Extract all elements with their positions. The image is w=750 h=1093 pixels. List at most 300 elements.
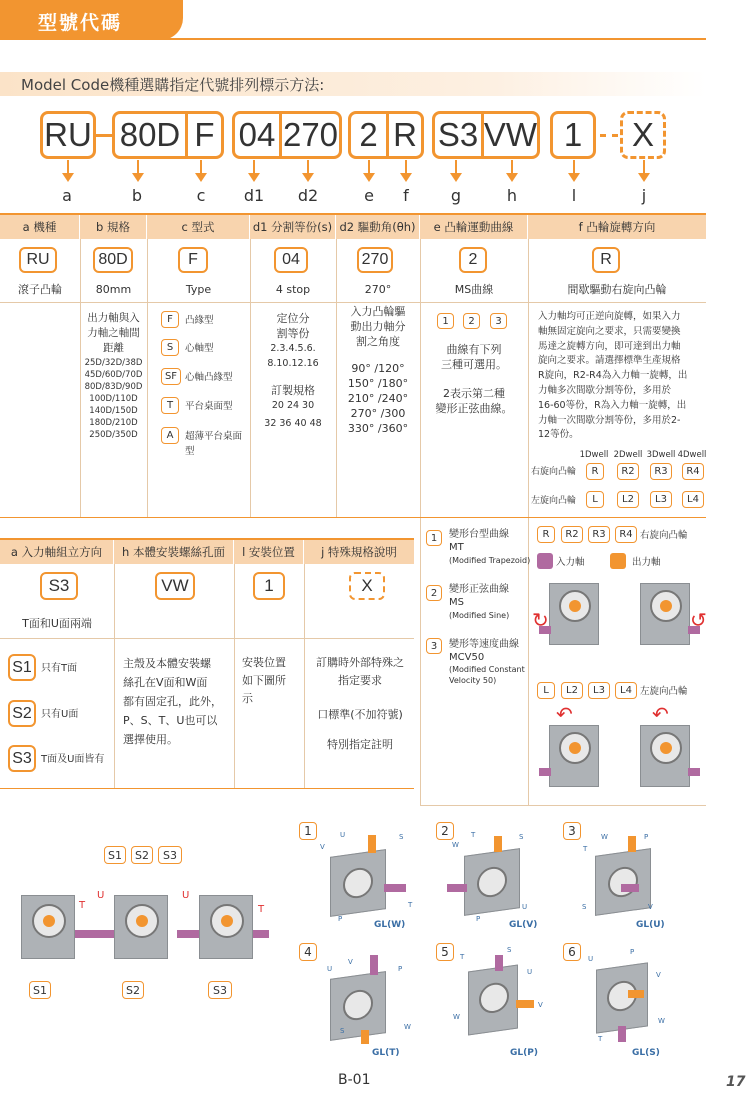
j-spacer — [306, 724, 414, 736]
t1-row-line — [0, 302, 706, 303]
j-line: 口標準(不加符號) — [317, 708, 403, 721]
position-num: 1 — [299, 822, 317, 840]
h-line: P、S、T、U也可以 — [123, 714, 218, 727]
face-letter: V — [348, 958, 353, 966]
position-label: GL(V) — [509, 920, 538, 930]
f-line: 力軸一次間歇分割等份，多用於2- — [538, 414, 681, 426]
g-option-code: S3 — [8, 745, 36, 772]
curves-panel-line — [420, 518, 421, 805]
curve-num: 1 — [426, 530, 442, 546]
rot-left-label: 左旋向凸輪 — [640, 686, 688, 697]
g-name: T面和U面兩端 — [22, 617, 92, 630]
gearbox-left-1 — [549, 725, 599, 787]
s-group-code: S3 — [158, 846, 182, 864]
right-cam-label: 右旋向凸輪 — [531, 467, 577, 477]
s1-gearbox — [21, 895, 75, 959]
output-shaft — [569, 600, 581, 612]
page-number: 17 — [726, 1074, 746, 1090]
rotation-arrow-icon: ↶ — [556, 702, 573, 726]
curve-info — [449, 638, 527, 686]
input-shaft — [688, 768, 700, 776]
position-3-gearbox — [595, 848, 651, 916]
input-shaft — [384, 884, 406, 892]
d1-line: 32 36 40 48 — [264, 418, 322, 429]
arrow-d1 — [253, 160, 255, 174]
face-letter: V — [648, 903, 653, 911]
arrow-c — [200, 160, 202, 174]
g-option-label: 只有T面 — [41, 663, 78, 674]
s-group-code: S1 — [104, 846, 126, 864]
f-line: R旋向，R2-R4為入力軸一旋轉，出 — [538, 370, 688, 382]
left-cam-label: 左旋向凸輪 — [531, 496, 577, 506]
letter-b: b — [131, 186, 143, 205]
code-box-1: 1 — [550, 111, 596, 159]
d1-line: 割等份 — [276, 327, 310, 340]
letter-h: h — [506, 186, 518, 205]
arrow-f — [405, 160, 407, 174]
arrow-j — [643, 160, 645, 174]
j-spacer — [306, 690, 414, 706]
f-line: 12等份。 — [538, 429, 579, 441]
face-letter: S — [340, 1027, 345, 1035]
d2-line: 動出力軸分 — [350, 320, 406, 333]
d2-line: 割之角度 — [356, 335, 400, 348]
input-shaft — [539, 768, 551, 776]
position-6-gearbox — [596, 962, 648, 1033]
curve-abbr: MCV50 — [449, 652, 485, 663]
g-option-label: 只有U面 — [41, 709, 79, 720]
curve-name: 變形正弦曲線 — [449, 584, 509, 595]
g-option-label: T面及U面皆有 — [41, 754, 105, 765]
rot-left-code: L2 — [561, 682, 583, 699]
s3-label: S3 — [208, 981, 232, 999]
input-shaft — [447, 884, 467, 892]
dwell-label: 1Dwell — [579, 450, 609, 460]
face-letter: W — [658, 1017, 665, 1025]
dwell-label: 3Dwell — [646, 450, 676, 460]
rot-right-code: R3 — [588, 526, 610, 543]
d1-line: 8.10.12.16 — [267, 358, 319, 369]
c-type-label: 凸緣型 — [185, 315, 214, 326]
code-hyphen — [96, 134, 112, 137]
letter-e: e — [364, 186, 374, 205]
t2-code-h: VW — [155, 572, 195, 600]
b-size-list — [80, 357, 147, 441]
d1-line: 定位分 — [276, 312, 310, 325]
t2-col-line — [114, 564, 115, 788]
j-line: 指定要求 — [338, 674, 382, 687]
d2-line: 210° /240° — [347, 392, 409, 405]
face-letter: S — [582, 903, 587, 911]
d1-line: 20 24 30 — [271, 400, 315, 411]
g-option-code: S2 — [8, 700, 36, 727]
letter-d1: d1 — [243, 186, 265, 205]
position-label: GL(U) — [636, 920, 665, 930]
title-divider — [0, 38, 706, 40]
b-desc-line: 力軸之軸間 — [87, 327, 140, 339]
code-dashed-connector — [600, 134, 618, 137]
flange — [608, 865, 638, 899]
l-line: 示 — [242, 692, 253, 705]
j-desc — [306, 654, 414, 754]
face-letter: V — [320, 843, 325, 851]
face-letter: V — [656, 971, 661, 979]
flange — [477, 865, 507, 899]
curve-info — [449, 528, 530, 567]
b-size: 80D/83D/90D — [84, 382, 143, 392]
t2-row-line — [0, 638, 414, 639]
position-num: 2 — [436, 822, 454, 840]
curve-name: 變形等速度曲線 — [449, 639, 519, 650]
th-d2: d2 驅動角(θh) — [336, 215, 420, 239]
d1-line: 2.3.4.5.6. — [270, 343, 316, 354]
e-code: 3 — [490, 313, 507, 329]
position-5-gearbox — [468, 964, 518, 1035]
s-letter: T — [258, 904, 265, 915]
c-type-code: S — [161, 339, 179, 356]
h-desc — [123, 654, 231, 749]
t1-code-d2: 270 — [357, 247, 393, 273]
t1-col-line — [147, 239, 148, 517]
t2-code-g: S3 — [40, 572, 78, 600]
f-line: 旋向之要求。請選擇標準生產規格 — [538, 355, 681, 367]
output-shaft-swatch — [610, 553, 626, 569]
table1-header — [0, 213, 706, 239]
rot-right-label: 右旋向凸輪 — [640, 530, 688, 541]
curves-panel-bottom — [420, 805, 706, 806]
b-desc-line: 距離 — [103, 342, 124, 354]
b-size: 45D/60D/70D — [84, 370, 143, 380]
output-shaft — [361, 1030, 369, 1044]
model-code-heading: Model Code機種選購指定代號排列標示方法: — [0, 72, 706, 96]
rot-right-code: R — [537, 526, 555, 543]
t1-name-f: 間歇驅動右旋向凸輪 — [567, 283, 667, 296]
face-letter: S — [399, 833, 404, 841]
rotation-arrow-icon: ↶ — [652, 702, 669, 726]
d1-line: 訂製規格 — [271, 384, 315, 397]
e-code: 2 — [463, 313, 480, 329]
e-line: 2表示第二種 — [443, 387, 505, 400]
position-num: 6 — [563, 943, 581, 961]
curve-en: (Modified Sine) — [449, 611, 510, 620]
c-type-code: T — [161, 397, 179, 414]
b-desc — [80, 311, 147, 356]
position-label: GL(T) — [372, 1048, 400, 1058]
th-c: c 型式 — [147, 215, 250, 239]
output-shaft — [628, 990, 644, 998]
arrow-a — [67, 160, 69, 174]
d2-line: 90° /120° — [351, 362, 405, 375]
th-b: b 規格 — [80, 215, 147, 239]
d2-line: 270° /300 — [350, 407, 406, 420]
left-code: L4 — [682, 491, 704, 508]
letter-c: c — [196, 186, 206, 205]
letter-a: a — [62, 186, 72, 205]
b-desc-line: 出力軸與入 — [87, 312, 140, 324]
left-code: L — [586, 491, 604, 508]
left-code: L3 — [650, 491, 672, 508]
face-letter: W — [404, 1023, 411, 1031]
table2-header — [0, 538, 414, 564]
t2-col-line — [234, 564, 235, 788]
t1-name-b: 80mm — [95, 283, 132, 296]
input-shaft-label: 入力軸 — [556, 557, 585, 568]
position-num: 4 — [299, 943, 317, 961]
face-letter: W — [452, 841, 459, 849]
curve-num: 3 — [426, 638, 442, 654]
input-shaft — [621, 884, 639, 892]
face-letter: W — [453, 1013, 460, 1021]
d1-spacer — [250, 371, 336, 383]
b-size: 180D/210D — [89, 418, 138, 428]
c-type-label: 超薄平台桌面型 — [185, 431, 243, 457]
t1-code-b: 80D — [93, 247, 133, 273]
right-code: R3 — [650, 463, 672, 480]
face-letter: V — [538, 1001, 543, 1009]
b-size: 250D/350D — [89, 430, 138, 440]
s-letter: U — [182, 890, 190, 901]
rot-right-code: R4 — [615, 526, 637, 543]
curve-abbr: MS — [449, 597, 464, 608]
j-line: 特別指定註明 — [327, 738, 393, 751]
gearbox-right-1 — [549, 583, 599, 645]
th-e: e 凸輪運動曲線 — [420, 215, 528, 239]
letter-l: l — [571, 186, 577, 205]
face-letter: U — [327, 965, 333, 973]
d2-line: 330° /360° — [347, 422, 409, 435]
face-letter: W — [601, 833, 608, 841]
rotation-arrow-icon: ↺ — [690, 608, 707, 632]
input-shaft-swatch — [537, 553, 553, 569]
code-box-ru: RU — [40, 111, 96, 159]
code-box-x: X — [620, 111, 666, 159]
l-line: 安裝位置 — [242, 656, 286, 669]
d2-line: 入力凸輪驅 — [350, 305, 406, 318]
s-group-code: S2 — [131, 846, 153, 864]
arrow-e — [368, 160, 370, 174]
s-letter: T — [79, 900, 86, 911]
s-letter: U — [97, 890, 105, 901]
t2-bottom-line — [0, 788, 414, 789]
letter-f: f — [403, 186, 409, 205]
arrow-g — [455, 160, 457, 174]
s3-gearbox — [199, 895, 253, 959]
letter-j: j — [641, 186, 647, 205]
d2-desc — [336, 304, 420, 436]
dwell-label: 4Dwell — [677, 450, 707, 460]
curve-abbr: MT — [449, 542, 464, 553]
position-label: GL(P) — [510, 1048, 538, 1058]
rot-left-code: L3 — [588, 682, 610, 699]
e-desc — [420, 342, 528, 416]
output-shaft — [136, 915, 148, 927]
rot-left-code: L — [537, 682, 555, 699]
face-letter: U — [527, 968, 533, 976]
code-box-2-r: 2 R — [348, 111, 424, 159]
th-f: f 凸輪旋轉方向 — [578, 220, 656, 234]
input-shaft — [618, 1026, 626, 1042]
t1-name-e: MS曲線 — [454, 283, 494, 296]
t2-code-j: X — [349, 572, 385, 600]
face-letter: S — [507, 946, 512, 954]
h-line: 選擇使用。 — [123, 733, 178, 746]
face-letter: T — [583, 845, 588, 853]
th-l: l 安裝位置 — [234, 540, 304, 564]
l-line: 如下圖所 — [242, 674, 286, 687]
face-letter: P — [338, 915, 343, 923]
output-shaft — [628, 836, 636, 852]
th-h: h 本體安裝螺絲孔面 — [114, 540, 234, 564]
b-size: 140D/150D — [89, 406, 138, 416]
face-letter: U — [588, 955, 594, 963]
c-type-label: 心軸型 — [185, 343, 214, 354]
position-num: 3 — [563, 822, 581, 840]
face-letter: U — [340, 831, 346, 839]
th-g: a 入力軸組立方向 — [0, 540, 114, 564]
output-shaft — [660, 600, 672, 612]
code-box-s3-vw: S3 VW — [432, 111, 540, 159]
output-shaft-label: 出力軸 — [632, 557, 661, 568]
position-4-gearbox — [330, 971, 386, 1041]
face-letter: U — [522, 903, 528, 911]
face-letter: S — [519, 833, 524, 841]
s2-label: S2 — [122, 981, 144, 999]
right-code: R — [586, 463, 604, 480]
t1-code-a: RU — [19, 247, 57, 273]
c-type-label: 心軸凸緣型 — [185, 372, 233, 383]
face-letter: P — [630, 948, 635, 956]
letter-g: g — [450, 186, 462, 205]
b-size: 25D/32D/38D — [84, 358, 143, 368]
face-letter: P — [476, 915, 481, 923]
curve-en: (Modified Constant Velocity 50) — [449, 665, 525, 685]
d2-spacer — [336, 349, 420, 361]
th-d1: d1 分割等份(s) — [250, 215, 336, 239]
s3-shaft-left — [177, 930, 199, 938]
output-shaft — [494, 836, 502, 852]
arrow-l — [573, 160, 575, 174]
t1-name-a: 滾子凸輪 — [18, 283, 62, 296]
s2-gearbox — [114, 895, 168, 959]
rot-right-code: R2 — [561, 526, 583, 543]
e-line: 三種可選用。 — [441, 358, 507, 371]
t1-code-c: F — [178, 247, 208, 273]
h-line: 絲孔在V面和W面 — [123, 676, 208, 689]
c-type-code: F — [161, 311, 179, 328]
t1-code-e: 2 — [459, 247, 487, 273]
output-shaft — [43, 915, 55, 927]
flange — [343, 866, 373, 900]
code-box-04-270: 04 270 — [232, 111, 342, 159]
arrow-b — [137, 160, 139, 174]
e-line: 曲線有下列 — [446, 343, 502, 356]
t1-name-d2: 270° — [364, 283, 392, 296]
flange — [479, 981, 509, 1015]
d1-desc — [250, 311, 336, 431]
curve-en: (Modified Trapezoid) — [449, 556, 531, 565]
position-2-gearbox — [464, 848, 520, 916]
position-label: GL(W) — [374, 920, 406, 930]
s3-shaft-right — [253, 930, 269, 938]
c-type-code: A — [161, 427, 179, 444]
h-line: 主殼及本體安裝螺 — [123, 657, 211, 670]
face-letter: P — [398, 965, 403, 973]
output-shaft — [660, 742, 672, 754]
gearbox-left-2 — [640, 725, 690, 787]
t2-code-l: 1 — [253, 572, 285, 600]
output-shaft — [368, 835, 376, 853]
face-letter: T — [460, 953, 465, 961]
e-spacer — [420, 372, 528, 386]
t2-col-line — [304, 564, 305, 788]
rot-left-code: L4 — [615, 682, 637, 699]
output-shaft — [569, 742, 581, 754]
t1-col-line — [528, 239, 529, 517]
curve-info — [449, 583, 509, 622]
arrow-d2 — [307, 160, 309, 174]
position-label: GL(S) — [632, 1048, 660, 1058]
s1-label: S1 — [29, 981, 51, 999]
position-1-gearbox — [330, 849, 386, 917]
h-line: 都有固定孔，此外， — [123, 695, 222, 708]
f-desc — [538, 310, 706, 443]
footer-code: B-01 — [338, 1072, 371, 1088]
c-type-label: 平台桌面型 — [185, 401, 233, 412]
th-a: a 機種 — [0, 215, 80, 239]
j-line: 訂購時外部特殊之 — [316, 656, 404, 669]
face-letter: T — [471, 831, 476, 839]
right-code: R2 — [617, 463, 639, 480]
f-line: 軸無固定旋向之要求，只需要變換 — [538, 325, 681, 337]
t1-bottom-line — [0, 517, 706, 518]
e-code: 1 — [437, 313, 454, 329]
flange — [343, 988, 373, 1022]
letter-d2: d2 — [297, 186, 319, 205]
curve-num: 2 — [426, 585, 442, 601]
code-box-80d-f: 80D F — [112, 111, 224, 159]
section-title: 型號代碼 — [0, 0, 183, 40]
f-line: 馬達之旋轉方向，即可達到出力軸 — [538, 340, 681, 352]
face-letter: T — [408, 901, 413, 909]
s2-shaft — [94, 930, 114, 938]
f-line: 力軸多次間歇分割等份，多用於 — [538, 384, 672, 396]
f-line: 16-60等份，R為入力軸一旋轉，出 — [538, 399, 687, 411]
input-shaft — [495, 955, 503, 971]
face-letter: P — [644, 833, 649, 841]
l-desc — [242, 654, 302, 708]
arrow-h — [511, 160, 513, 174]
t1-code-d1: 04 — [274, 247, 308, 273]
th-j: j 特殊規格說明 — [321, 545, 397, 559]
e-line: 變形正弦曲線。 — [435, 402, 513, 415]
gearbox-right-2 — [640, 583, 690, 645]
face-letter: T — [598, 1035, 603, 1043]
t1-code-f: R — [592, 247, 620, 273]
f-line: 入力軸均可正逆向旋轉，如果入力 — [538, 311, 681, 322]
g-option-code: S1 — [8, 654, 36, 681]
output-shaft — [516, 1000, 534, 1008]
b-size: 100D/110D — [89, 394, 138, 404]
rotation-arrow-icon: ↻ — [532, 608, 549, 632]
position-num: 5 — [436, 943, 454, 961]
d2-line: 150° /180° — [347, 377, 409, 390]
dwell-label: 2Dwell — [613, 450, 643, 460]
curve-name: 變形台型曲線 — [449, 529, 509, 540]
input-shaft — [370, 955, 378, 975]
t1-name-d1: 4 stop — [275, 283, 311, 296]
t1-name-c: Type — [185, 283, 212, 296]
left-code: L2 — [617, 491, 639, 508]
